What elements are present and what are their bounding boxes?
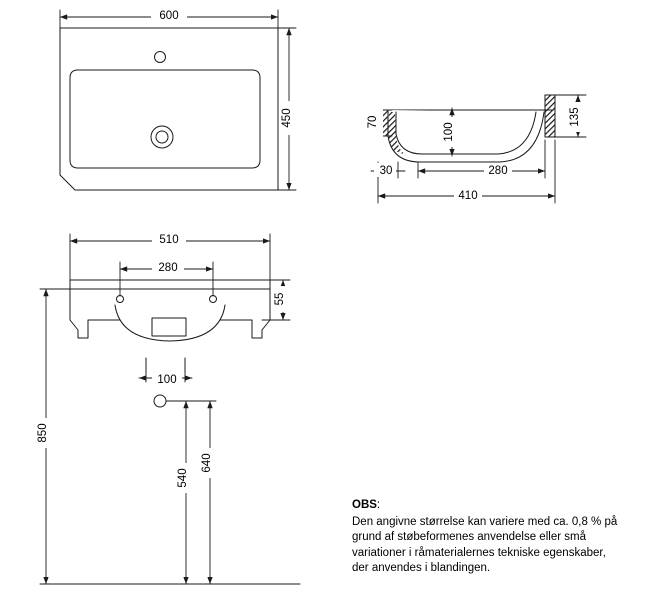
note-line: Den angivne størrelse kan variere med ca. 0,8 % på xyxy=(352,515,618,528)
dim-label-410: 410 xyxy=(458,190,478,202)
dim-label-55: 55 xyxy=(274,292,286,306)
note-line: der anvendes i blandingen. xyxy=(352,562,491,574)
note-body xyxy=(352,515,642,577)
note-line: variationer i råmaterialernes tekniske egenskaber, xyxy=(352,546,606,559)
dim-label-100-install: 100 xyxy=(157,374,177,386)
dim-label-600: 600 xyxy=(159,10,179,22)
dim-label-280-side: 280 xyxy=(488,165,508,177)
note-title: OBS xyxy=(352,499,377,511)
dim-label-540: 540 xyxy=(177,468,189,488)
side-view-geometry xyxy=(370,95,586,203)
dim-label-850: 850 xyxy=(37,423,49,443)
top-view-geometry xyxy=(60,10,296,190)
dim-label-70: 70 xyxy=(367,115,379,129)
front-view-geometry xyxy=(70,234,290,341)
dim-label-450: 450 xyxy=(281,108,293,128)
note-title-row xyxy=(352,498,642,514)
note-line: grund af støbeformenes anvendelse eller små xyxy=(352,531,586,543)
dim-label-100-side: 100 xyxy=(443,122,455,142)
dim-label-510: 510 xyxy=(159,234,179,246)
dim-label-135: 135 xyxy=(569,107,581,127)
note-title-suffix: : xyxy=(376,499,381,511)
dim-label-640: 640 xyxy=(201,453,213,473)
dim-label-30: 30 xyxy=(379,165,393,177)
dim-label-280-front: 280 xyxy=(158,262,178,274)
note-block xyxy=(352,498,642,577)
